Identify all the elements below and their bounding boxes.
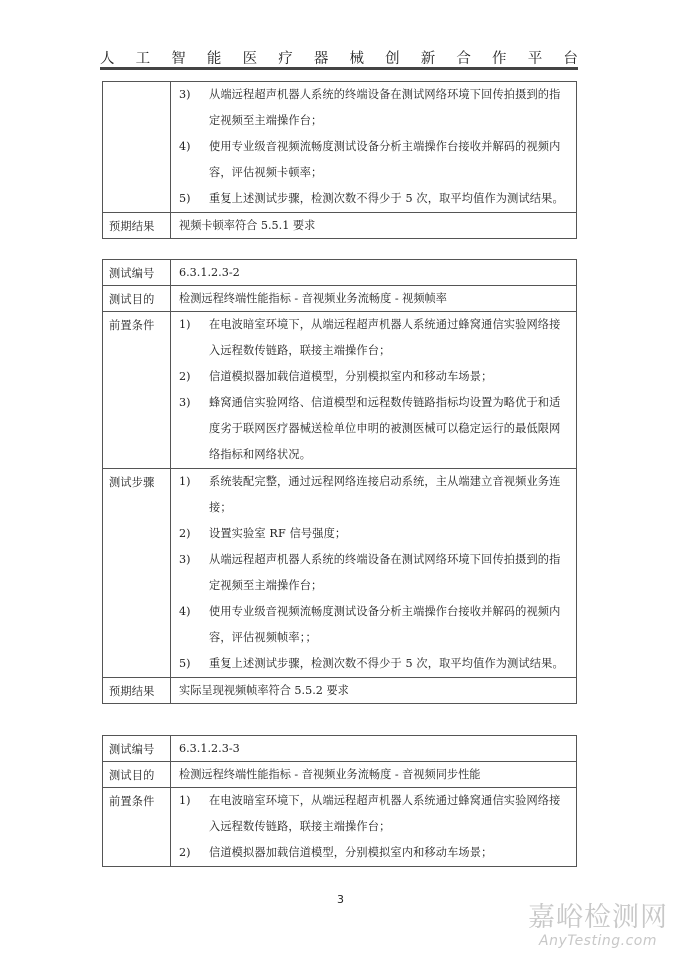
- list-item: [179, 599, 570, 651]
- page-header: [100, 46, 578, 68]
- header-char: 疗: [278, 50, 293, 67]
- table-row-preconditions: [103, 788, 577, 867]
- id-text: 6.3.1.2.3-2: [179, 266, 240, 279]
- header-char: 器: [313, 50, 329, 67]
- purpose-label: 测试目的: [103, 286, 171, 312]
- list-item: [179, 134, 570, 186]
- steps-cell: [171, 82, 577, 213]
- expected-value: [171, 678, 577, 704]
- item-number: 1): [179, 475, 191, 488]
- list-item: [179, 840, 570, 866]
- precond-label: 前置条件: [103, 788, 171, 867]
- item-text: 蜂窝通信实验网络、信道模型和远程数传链路指标均设置为略优于和适度劣于联网医疗器械送检单位申明的被测医械可以稳定运行的最低限网络指标和网络状况。: [209, 396, 561, 461]
- item-text: 系统装配完整，通过远程网络连接启动系统，主从端建立音视频业务连接；: [209, 475, 561, 514]
- id-text: 6.3.1.2.3-3: [179, 742, 240, 755]
- item-text: 在电波暗室环境下，从端远程超声机器人系统通过蜂窝通信实验网络接入远程数传链路，联接主端操作台；: [209, 794, 561, 833]
- list-item: [179, 82, 570, 134]
- item-number: 4): [179, 605, 191, 618]
- id-label: 测试编号: [103, 260, 171, 286]
- purpose-text: 检测远程终端性能指标 - 音视频业务流畅度 - 视频帧率: [179, 292, 447, 305]
- header-rule: [100, 67, 578, 70]
- header-char: 能: [206, 50, 222, 67]
- precond-cell: [171, 312, 577, 469]
- item-text: 设置实验室 RF 信号强度；: [209, 527, 347, 540]
- watermark-en: AnyTesting.com: [539, 933, 657, 949]
- item-number: 4): [179, 140, 191, 153]
- table-row-expected: [103, 678, 577, 704]
- id-label: 测试编号: [103, 736, 171, 762]
- list-item: [179, 469, 570, 521]
- steps-label: 测试步骤: [103, 469, 171, 678]
- header-char: 台: [563, 50, 578, 67]
- item-text: 信道模拟器加载信道模型，分别模拟室内和移动车场景；: [209, 370, 493, 383]
- list-item: [179, 364, 570, 390]
- header-char: 作: [492, 50, 507, 67]
- item-number: 5): [179, 192, 191, 205]
- table-row-id: [103, 736, 577, 762]
- expected-label: 预期结果: [103, 678, 171, 704]
- item-number: 2): [179, 527, 191, 540]
- table-row-purpose: [103, 762, 577, 788]
- table-row-steps: [103, 469, 577, 678]
- steps-cell: [171, 469, 577, 678]
- item-text: 重复上述测试步骤，检测次数不得少于 5 次，取平均值作为测试结果。: [209, 657, 564, 670]
- header-char: 工: [135, 50, 151, 67]
- table-row-steps: [103, 82, 577, 213]
- precond-label: 前置条件: [103, 312, 171, 469]
- header-char: 械: [349, 50, 364, 67]
- expected-text: 视频卡顿率符合 5.5.1 要求: [179, 219, 316, 232]
- item-text: 重复上述测试步骤，检测次数不得少于 5 次，取平均值作为测试结果。: [209, 192, 564, 205]
- header-char: 医: [242, 50, 258, 67]
- test-table-continued: [102, 81, 577, 239]
- test-table-6.3.1.2.3-2: [102, 259, 577, 704]
- table-row-id: [103, 260, 577, 286]
- test-table-6.3.1.2.3-3: [102, 735, 577, 867]
- page-number: 3: [337, 893, 344, 906]
- table-row-expected: [103, 213, 577, 239]
- item-text: 在电波暗室环境下，从端远程超声机器人系统通过蜂窝通信实验网络接入远程数传链路，联接主端操作台；: [209, 318, 561, 357]
- list-item: [179, 390, 570, 468]
- item-text: 从端远程超声机器人系统的终端设备在测试网络环境下回传拍摄到的指定视频至主端操作台；: [209, 88, 561, 127]
- purpose-text: 检测远程终端性能指标 - 音视频业务流畅度 - 音视频同步性能: [179, 768, 481, 781]
- list-item: [179, 312, 570, 364]
- list-item: [179, 651, 570, 677]
- expected-value: [171, 213, 577, 239]
- item-text: 从端远程超声机器人系统的终端设备在测试网络环境下回传拍摄到的指定视频至主端操作台；: [209, 553, 561, 592]
- header-char: 智: [171, 50, 186, 67]
- item-text: 使用专业级音视频流畅度测试设备分析主端操作台接收并解码的视频内容，评估视频卡顿率；: [209, 140, 561, 179]
- item-text: 使用专业级音视频流畅度测试设备分析主端操作台接收并解码的视频内容，评估视频帧率；；: [209, 605, 561, 644]
- item-number: 1): [179, 794, 191, 807]
- list-item: [179, 186, 570, 212]
- precond-cell: [171, 788, 577, 867]
- item-number: 5): [179, 657, 191, 670]
- label-cell-empty: [103, 82, 171, 213]
- header-char: 合: [456, 50, 471, 67]
- item-number: 1): [179, 318, 191, 331]
- header-char: 人: [100, 50, 115, 67]
- item-number: 2): [179, 370, 191, 383]
- table-row-preconditions: [103, 312, 577, 469]
- watermark-cn: 嘉峪检测网: [528, 902, 668, 933]
- item-number: 3): [179, 553, 191, 566]
- item-number: 3): [179, 396, 191, 409]
- id-value: [171, 260, 577, 286]
- id-value: [171, 736, 577, 762]
- item-number: 3): [179, 88, 191, 101]
- list-item: [179, 547, 570, 599]
- expected-text: 实际呈现视频帧率符合 5.5.2 要求: [179, 684, 349, 697]
- item-number: 2): [179, 846, 191, 859]
- purpose-label: 测试目的: [103, 762, 171, 788]
- list-item: [179, 788, 570, 840]
- table-row-purpose: [103, 286, 577, 312]
- purpose-value: [171, 286, 577, 312]
- header-char: 新: [420, 50, 436, 67]
- header-char: 创: [385, 50, 400, 67]
- item-text: 信道模拟器加载信道模型，分别模拟室内和移动车场景；: [209, 846, 493, 859]
- watermark: [528, 903, 668, 949]
- header-char: 平: [527, 50, 543, 67]
- expected-label: 预期结果: [103, 213, 171, 239]
- list-item: [179, 521, 570, 547]
- purpose-value: [171, 762, 577, 788]
